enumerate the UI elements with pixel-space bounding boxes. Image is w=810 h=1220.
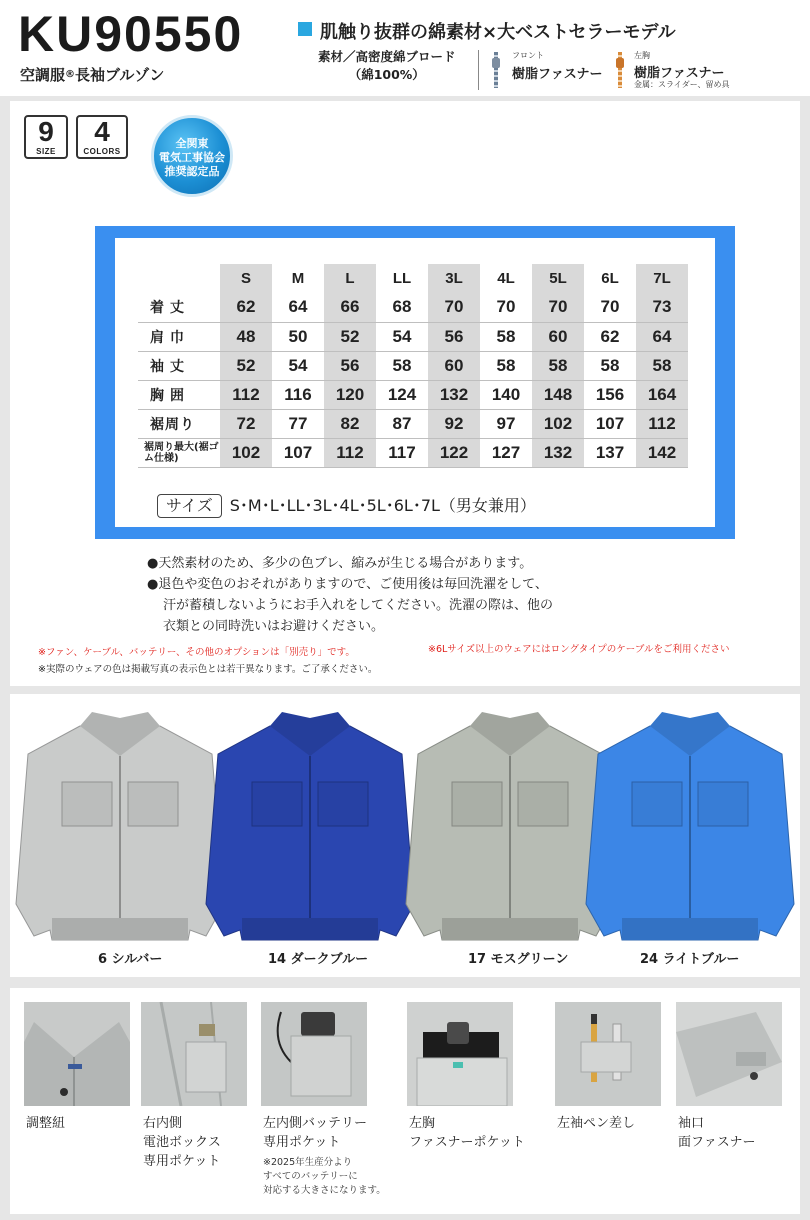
table-cell: 54 (288, 355, 308, 375)
detail-thumb-battery-box-pocket (141, 1002, 247, 1106)
detail-thumb-battery-pocket (261, 1002, 367, 1106)
table-cell: 73 (636, 293, 688, 322)
spec-panel (10, 101, 800, 686)
table-row (138, 438, 688, 467)
table-cell: 120 (324, 380, 376, 409)
table-cell: 66 (324, 293, 376, 322)
color-label: 17 モスグリーン (468, 952, 569, 967)
table-cell: 56 (324, 351, 376, 380)
table-row (138, 380, 688, 409)
model-subtitle: 空調服®長袖ブルゾン (20, 66, 165, 84)
column-header: 7L (636, 264, 688, 293)
jacket-hem (52, 918, 188, 940)
row-label: 着丈 (150, 300, 190, 317)
jacket-hem (242, 918, 378, 940)
material-info: 素材／高密度綿ブロード （綿100%） (318, 49, 456, 82)
detail-thumb-chest-zip-pocket (407, 1002, 513, 1106)
table-cell: 58 (392, 355, 412, 375)
detail-thumb-pen-holder (555, 1002, 661, 1106)
table-cell: 92 (428, 409, 480, 438)
size-table-card (115, 238, 715, 527)
cable-note: ※6Lサイズ以上のウェアにはロングタイプのケーブルをご利用ください (428, 644, 730, 655)
size-count-badge: 9 SIZE (24, 115, 68, 159)
column-header: 3L (428, 264, 480, 293)
size-range (157, 493, 536, 518)
table-cell: 112 (324, 438, 376, 467)
tagline-square-icon (298, 22, 312, 36)
table-cell: 102 (220, 438, 272, 467)
table-cell: 68 (392, 297, 412, 317)
table-cell: 87 (392, 413, 412, 433)
detail-photos (10, 988, 800, 1214)
row-label: 胸囲 (150, 387, 190, 404)
table-cell: 50 (288, 326, 308, 346)
jacket-pocket (252, 782, 302, 826)
table-cell: 52 (220, 351, 272, 380)
table-cell: 58 (496, 326, 516, 346)
front-label: フロント (512, 51, 544, 60)
jacket-3 (406, 712, 614, 940)
table-cell: 70 (496, 297, 516, 317)
table-cell: 107 (283, 442, 313, 462)
jacket-pocket (518, 782, 568, 826)
front-zipper-icon (492, 52, 500, 88)
table-cell: 122 (428, 438, 480, 467)
table-cell: 58 (532, 351, 584, 380)
note-item: 汗が蓄積しないようにお手入れをしてください。洗濯の際は、他の (163, 598, 554, 613)
header-divider (478, 50, 479, 90)
row-label: 袖丈 (150, 358, 190, 375)
table-cell: 52 (324, 322, 376, 351)
table-cell: 112 (636, 409, 688, 438)
table-cell: 127 (491, 442, 521, 462)
detail-caption: 右内側 電池ボックス 専用ポケット (143, 1116, 221, 1169)
table-cell: 116 (284, 384, 312, 404)
table-cell: 62 (220, 293, 272, 322)
color-label: 14 ダークブルー (268, 952, 369, 967)
table-cell: 148 (532, 380, 584, 409)
table-row (138, 409, 688, 438)
detail-caption: 左胸 ファスナーポケット (409, 1116, 525, 1150)
option-note: ※ファン、ケーブル、バッテリー、その他のオプションは「別売り」です。 (38, 647, 355, 658)
table-cell: 132 (428, 380, 480, 409)
detail-caption: 左袖ペン差し (557, 1116, 636, 1131)
table-cell: 64 (288, 297, 308, 317)
column-header: 5L (532, 264, 584, 293)
detail-thumb-cuff-fastener (676, 1002, 782, 1106)
header (0, 0, 810, 96)
front-fastener: 樹脂ファスナー (512, 67, 603, 82)
jacket-pocket (698, 782, 748, 826)
jacket-hem (442, 918, 578, 940)
table-cell: 77 (288, 413, 308, 433)
table-cell: 62 (600, 326, 620, 346)
jackets-illustration (10, 704, 800, 944)
chest-fastener: 樹脂ファスナー (634, 66, 725, 81)
table-row (138, 322, 688, 351)
note-item: 衣類との同時洗いはお避けください。 (163, 619, 385, 634)
table-cell: 70 (600, 297, 620, 317)
table-cell: 164 (636, 380, 688, 409)
column-header: L (324, 264, 376, 293)
table-cell: 112 (220, 380, 272, 409)
table-cell: 132 (532, 438, 584, 467)
color-label: 24 ライトブルー (640, 952, 740, 967)
size-table-frame (95, 226, 735, 539)
table-cell: 48 (220, 322, 272, 351)
table-cell: 64 (636, 322, 688, 351)
table-cell: 58 (636, 351, 688, 380)
column-header: S (220, 264, 272, 293)
table-cell: 70 (428, 293, 480, 322)
table-cell: 72 (220, 409, 272, 438)
detail-thumb-adjust-cord (24, 1002, 130, 1106)
row-label: 裾周り最大(裾ゴム仕様) (144, 441, 219, 464)
color-label: 6 シルバー (98, 952, 163, 967)
size-table (138, 264, 688, 468)
table-cell: 60 (428, 351, 480, 380)
row-label: 肩巾 (150, 329, 190, 346)
table-row (138, 351, 688, 380)
column-header: 4L (497, 270, 515, 287)
table-cell: 142 (636, 438, 688, 467)
table-cell: 58 (600, 355, 620, 375)
jacket-1 (16, 712, 224, 940)
jacket-pocket (62, 782, 112, 826)
table-cell: 156 (595, 384, 625, 404)
jacket-pocket (452, 782, 502, 826)
table-cell: 58 (496, 355, 516, 375)
note-item: ●天然素材のため、多少の色ブレ、縮みが生じる場合があります。 (147, 556, 533, 571)
jacket-4 (586, 712, 794, 940)
jacket-2 (206, 712, 414, 940)
care-notes (147, 553, 553, 637)
table-cell: 137 (595, 442, 625, 462)
size-table-corner (138, 264, 220, 293)
table-cell: 107 (595, 413, 625, 433)
table-cell: 70 (532, 293, 584, 322)
jacket-pocket (128, 782, 178, 826)
size-box-label: サイズ (157, 494, 222, 518)
table-cell: 140 (491, 384, 521, 404)
tagline: 肌触り抜群の綿素材×大ベストセラーモデル (320, 22, 676, 43)
table-row (138, 293, 688, 322)
table-cell: 60 (532, 322, 584, 351)
certification-seal: 全関東 電気工事協会 推奨認定品 (151, 115, 233, 197)
jacket-pocket (632, 782, 682, 826)
note-item: ●退色や変色のおそれがありますので、ご使用後は毎回洗濯をして、 (147, 577, 548, 592)
table-cell: 82 (324, 409, 376, 438)
color-variations (10, 694, 800, 977)
detail-caption: 左内側バッテリー 専用ポケット (263, 1116, 368, 1150)
detail-caption: 袖口 面ファスナー (678, 1116, 756, 1150)
chest-label: 左胸 (634, 51, 650, 60)
color-disclaimer: ※実際のウェアの色は掲載写真の表示色とは若干異なります。ご了承ください。 (38, 664, 378, 675)
column-header: 6L (601, 270, 619, 287)
table-cell: 124 (387, 384, 417, 404)
chest-zipper-icon (616, 52, 624, 88)
row-label: 裾周り (150, 416, 195, 433)
size-table-header (138, 264, 688, 293)
chest-metal-note: 金属：スライダー、留め具 (634, 80, 730, 89)
detail-note: ※2025年生産分より すべてのバッテリーに 対応する大きさになります。 (263, 1157, 386, 1196)
size-list: S･M･L･LL･3L･4L･5L･6L･7L（男女兼用） (229, 496, 536, 515)
table-cell: 54 (392, 326, 412, 346)
detail-caption: 調整紐 (26, 1116, 66, 1131)
column-header: LL (392, 270, 412, 287)
jacket-hem (622, 918, 758, 940)
jacket-pocket (318, 782, 368, 826)
table-cell: 102 (532, 409, 584, 438)
table-cell: 56 (428, 322, 480, 351)
table-cell: 117 (388, 442, 416, 462)
table-cell: 97 (496, 413, 516, 433)
color-count-badge: 4 COLORS (76, 115, 128, 159)
column-header: M (291, 270, 305, 287)
model-number: KU90550 (18, 6, 244, 62)
